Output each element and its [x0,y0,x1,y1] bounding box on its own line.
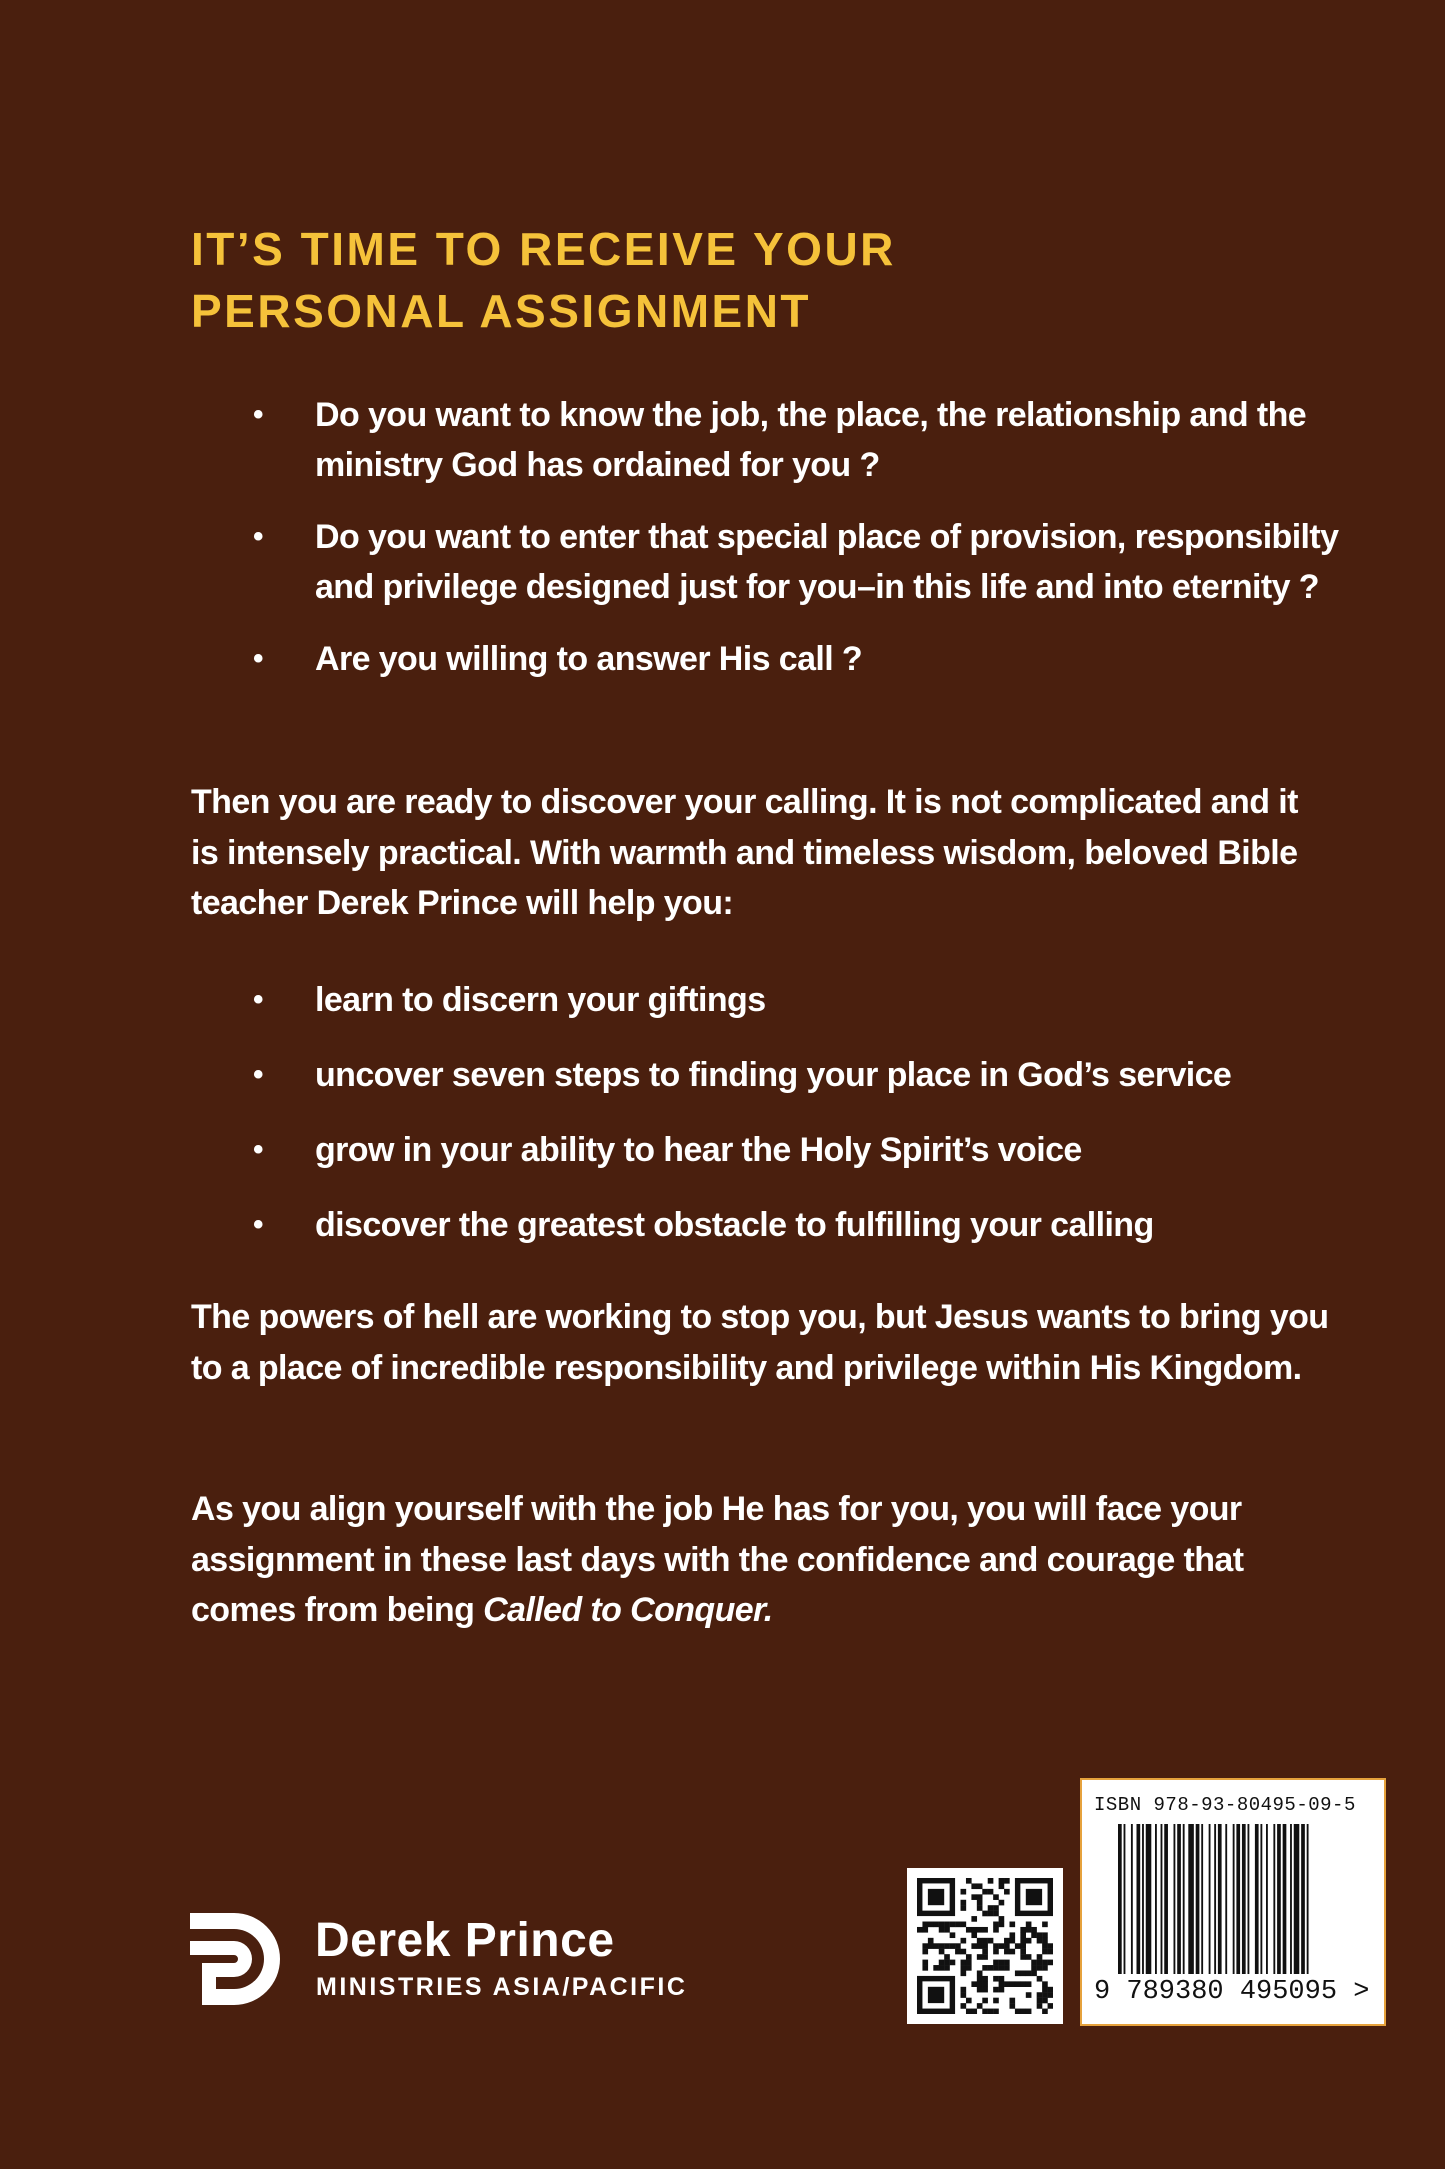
qr-code [907,1868,1063,2024]
isbn-label: ISBN 978-93-80495-09-5 [1094,1794,1356,1816]
intro-paragraph: Then you are ready to discover your calling. It is not complicated and it is intensely practical. With warmth and timeless wisdom, beloved Bible teacher Derek Prince will help you: [191,783,1298,922]
benefit-text: discover the greatest obstacle to fulfilling your calling [315,1206,1154,1244]
bullet-icon: • [253,1058,263,1091]
book-title: Called to Conquer. [483,1591,773,1629]
barcode-icon [1118,1824,1356,1974]
question-list [191,390,1341,706]
bullet-icon: • [253,1208,263,1241]
bullet-icon: • [253,398,263,431]
isbn-digits: 9 789380 495095 > [1094,1977,1370,2007]
list-item [191,512,1341,612]
logo-subtitle: MINISTRIES ASIA/PACIFIC [316,1973,688,2001]
list-item [191,1125,1341,1175]
logo-name: Derek Prince [315,1914,615,1967]
cover-heading [191,218,896,342]
closing-paragraph [191,1484,1331,1636]
question-text: Are you willing to answer His call ? [315,640,863,678]
bullet-icon: • [253,520,263,553]
derek-prince-logo-icon [190,1913,282,2005]
bullet-icon: • [253,642,263,675]
benefit-text: learn to discern your giftings [315,981,766,1019]
list-item [191,1200,1341,1250]
question-text: Do you want to enter that special place of provision, responsibilty and privilege designed just for you–in this life and into eternity ? [315,518,1339,606]
list-item [191,390,1341,490]
heading-line-1: IT’S TIME TO RECEIVE YOUR [191,223,896,275]
question-text: Do you want to know the job, the place, the relationship and the ministry God has ordained for you ? [315,396,1307,484]
isbn-barcode [1080,1778,1386,2026]
list-item [191,975,1341,1025]
list-item [191,634,1341,684]
benefit-text: grow in your ability to hear the Holy Spirit’s voice [315,1131,1082,1169]
benefit-list [191,975,1341,1275]
benefit-text: uncover seven steps to finding your place in God’s service [315,1056,1232,1094]
bullet-icon: • [253,983,263,1016]
closing-text: As you align yourself with the job He has for you, you will face your assignment in these last days with the confidence and courage that comes from being [191,1490,1244,1629]
heading-line-2: PERSONAL ASSIGNMENT [191,285,812,337]
list-item [191,1050,1341,1100]
bullet-icon: • [253,1133,263,1166]
qr-code-icon [917,1878,1053,2014]
body-paragraph: The powers of hell are working to stop you, but Jesus wants to bring you to a place of incredible responsibility and privilege within His Kingdom. [191,1298,1329,1387]
